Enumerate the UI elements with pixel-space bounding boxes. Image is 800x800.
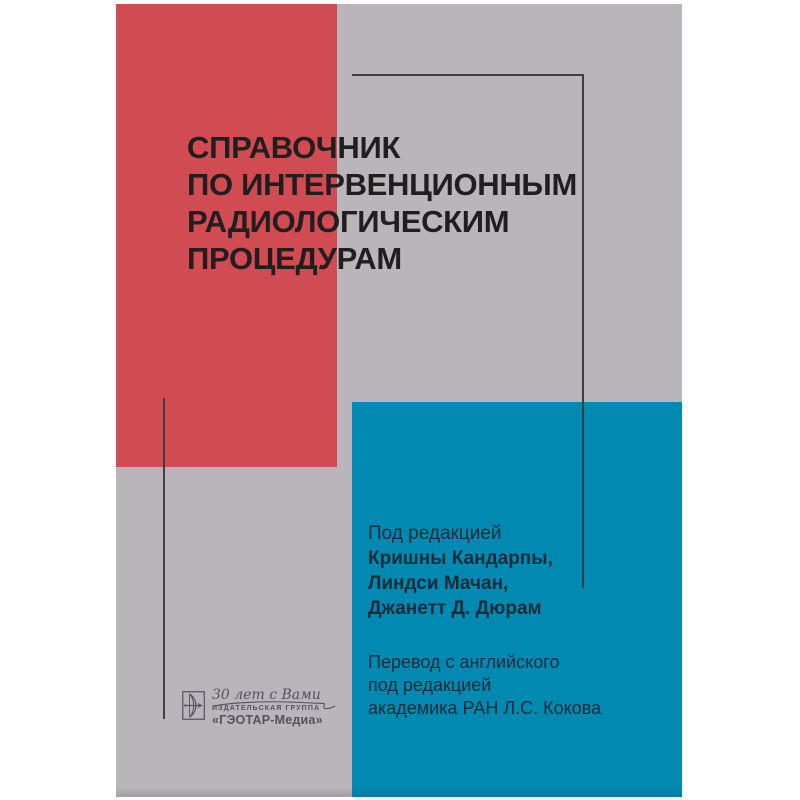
geotar-bow-arrow-icon xyxy=(182,691,205,725)
publisher-logo xyxy=(182,688,323,727)
publisher-group-label: ИЗДАТЕЛЬСКАЯ ГРУППА xyxy=(212,705,321,712)
publisher-text xyxy=(212,688,323,727)
translation-block xyxy=(368,651,601,720)
editor-name-1: Кришны Кандарпы, xyxy=(368,548,553,569)
editor-name-2: Линдси Мачан, xyxy=(368,573,509,594)
editor-name-3: Джанетт Д. Дюрам xyxy=(368,598,542,619)
title-line-1: СПРАВОЧНИК xyxy=(187,130,401,165)
signature-flourish xyxy=(212,699,338,713)
frame-line-left xyxy=(163,398,165,719)
translation-line-2: под редакцией xyxy=(368,675,492,695)
title-line-2: ПО ИНТЕРВЕНЦИОННЫМ xyxy=(187,167,578,202)
translation-line-3: академика РАН Л.С. Кокова xyxy=(368,698,602,718)
frame-line-top xyxy=(352,74,583,76)
editors-intro: Под редакцией xyxy=(368,523,502,544)
translation-line-1: Перевод с английского xyxy=(368,652,560,672)
publisher-name: «ГЭОТАР-Медиа» xyxy=(212,713,323,727)
title-line-3: РАДИОЛОГИЧЕСКИМ xyxy=(187,204,510,239)
book-cover xyxy=(116,4,682,797)
book-title xyxy=(187,129,577,277)
anniversary-script: 30 лет с Вами xyxy=(212,687,321,703)
title-line-4: ПРОЦЕДУРАМ xyxy=(187,241,402,276)
editors-block xyxy=(368,521,553,621)
frame-line-right xyxy=(582,74,584,588)
